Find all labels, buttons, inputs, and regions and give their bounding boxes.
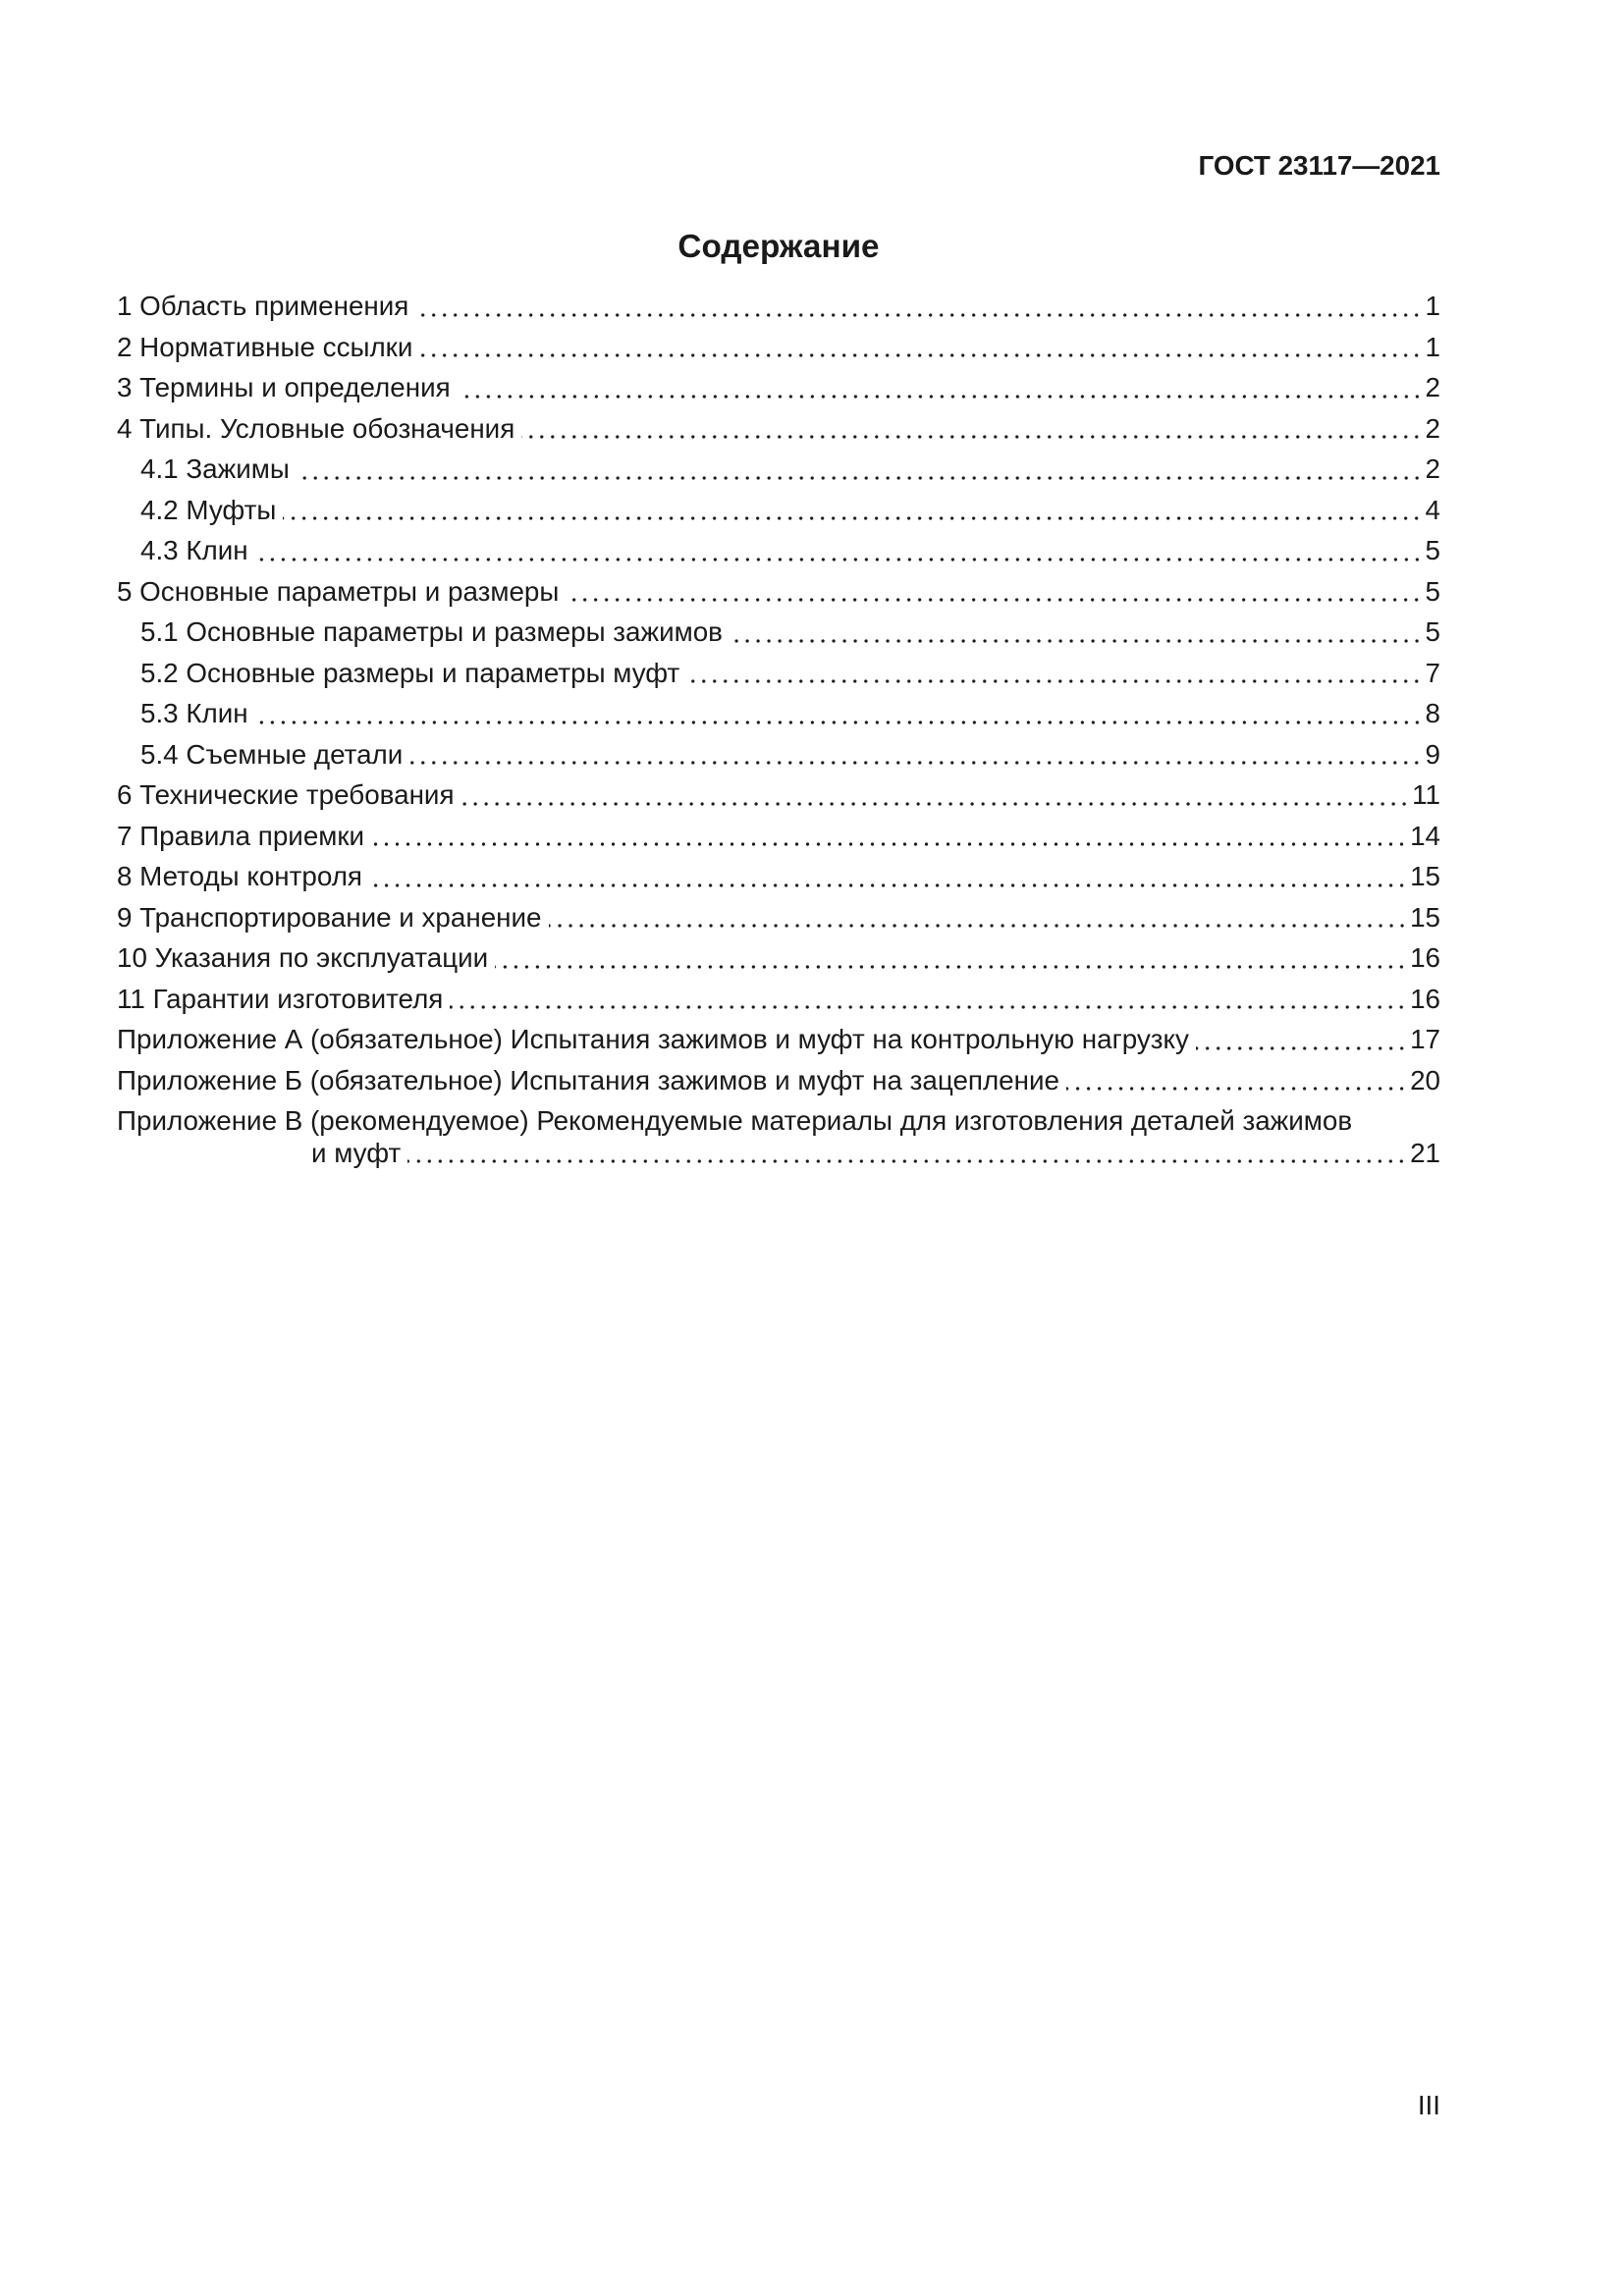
toc-subentry [117, 449, 1440, 490]
dot-leader [371, 842, 1407, 846]
dot-leader [549, 924, 1408, 928]
dot-leader [419, 353, 1422, 357]
toc-entry-title: 4.1 Зажимы [140, 454, 290, 484]
dot-leader [450, 1005, 1407, 1009]
dot-leader [407, 1159, 1407, 1163]
toc-entry-page: 2 [1425, 454, 1440, 484]
dot-leader [458, 395, 1423, 399]
toc-entry-title: 5.2 Основные размеры и параметры муфт [140, 657, 680, 688]
toc-entry-page: 16 [1410, 983, 1440, 1014]
toc-subentry [117, 693, 1440, 734]
toc-entry-title: 4.3 Клин [140, 535, 248, 565]
toc-entry-page: 9 [1425, 738, 1440, 770]
dot-leader [297, 476, 1423, 480]
toc-subentry [117, 612, 1440, 653]
toc-entry-page: 5 [1425, 616, 1440, 647]
toc-entry-title: 9 Транспортирование и хранение [117, 901, 542, 933]
contents-heading: Содержание [677, 229, 880, 265]
dot-leader [730, 639, 1423, 643]
toc-entry-page: 4 [1425, 494, 1440, 525]
toc-entry [117, 367, 1440, 408]
toc-entry-page: 20 [1410, 1064, 1440, 1095]
dot-leader [255, 558, 1423, 561]
toc-entry-title: Приложение В (рекомендуемое) Рекомендуемые материалы для изготовления деталей зажимов [117, 1105, 1353, 1136]
toc-entry [117, 571, 1440, 613]
toc-entry-title: 4 Типы. Условные обозначения [117, 412, 515, 444]
dot-leader [566, 598, 1422, 602]
toc-entry-title: 1 Область применения [117, 291, 409, 321]
table-of-contents [117, 286, 1440, 1169]
toc-entry-title: 10 Указания по эксплуатации [117, 942, 489, 973]
toc-subentry [117, 734, 1440, 775]
toc-entry-title-continued: и муфт [311, 1138, 402, 1168]
dot-leader [283, 516, 1422, 520]
toc-entry-page: 21 [1410, 1138, 1440, 1168]
toc-entry-title: Приложение А (обязательное) Испытания зажимов и муфт на контрольную нагрузку [117, 1024, 1189, 1054]
dot-leader [369, 883, 1407, 887]
toc-entry-title: 7 Правила приемки [117, 820, 365, 851]
page-number: III [1417, 2090, 1440, 2120]
toc-entry-page: 1 [1425, 331, 1440, 362]
toc-appendix-entry [117, 1060, 1440, 1101]
toc-entry [117, 856, 1440, 897]
toc-entry-page: 1 [1425, 291, 1440, 321]
toc-entry-page: 5 [1425, 535, 1440, 565]
dot-leader [461, 802, 1410, 806]
toc-entry-continuation [117, 1137, 1440, 1169]
dot-leader [495, 965, 1407, 969]
toc-subentry [117, 653, 1440, 694]
toc-entry-page: 2 [1425, 412, 1440, 444]
toc-entry-page: 15 [1410, 901, 1440, 933]
toc-entry-title: 5 Основные параметры и размеры [117, 575, 560, 607]
toc-entry [117, 897, 1440, 938]
toc-appendix-entry [117, 1019, 1440, 1060]
toc-entry [117, 816, 1440, 857]
toc-appendix-entry [117, 1104, 1440, 1169]
dot-leader [521, 435, 1422, 439]
toc-entry [117, 979, 1440, 1020]
toc-entry [117, 774, 1440, 816]
toc-entry-page: 5 [1425, 575, 1440, 607]
toc-subentry [117, 490, 1440, 531]
toc-entry-page: 8 [1425, 698, 1440, 728]
toc-entry-title: 3 Термины и определения [117, 372, 451, 402]
toc-entry-page: 14 [1410, 820, 1440, 851]
toc-entry-title: Приложение Б (обязательное) Испытания зажимов и муфт на зацепление [117, 1064, 1059, 1095]
dot-leader [1066, 1087, 1407, 1091]
toc-entry [117, 286, 1440, 327]
toc-entry-title: 5.4 Съемные детали [140, 738, 404, 770]
toc-subentry [117, 530, 1440, 571]
toc-entry-page: 7 [1425, 657, 1440, 688]
document-designation: ГОСТ 23117—2021 [1198, 150, 1440, 181]
toc-entry-title: 4.2 Муфты [140, 494, 277, 525]
toc-entry [117, 327, 1440, 368]
toc-entry-page: 11 [1412, 779, 1440, 810]
toc-entry-page: 2 [1425, 372, 1440, 402]
dot-leader [409, 761, 1422, 765]
dot-leader [255, 721, 1423, 724]
toc-entry-title: 5.1 Основные параметры и размеры зажимов [140, 616, 723, 647]
toc-entry-page: 17 [1410, 1024, 1440, 1054]
toc-entry-page: 16 [1410, 942, 1440, 973]
toc-entry-title: 11 Гарантии изготовителя [117, 983, 444, 1014]
toc-entry-title: 2 Нормативные ссылки [117, 331, 413, 362]
toc-entry-title: 6 Технические требования [117, 779, 455, 810]
toc-entry-title: 5.3 Клин [140, 698, 248, 728]
dot-leader [415, 313, 1422, 317]
toc-entry-title: 8 Методы контроля [117, 861, 362, 891]
dot-leader [1196, 1046, 1407, 1050]
toc-entry-page: 15 [1410, 861, 1440, 891]
toc-entry [117, 937, 1440, 979]
dot-leader [686, 679, 1422, 683]
toc-entry [117, 408, 1440, 450]
